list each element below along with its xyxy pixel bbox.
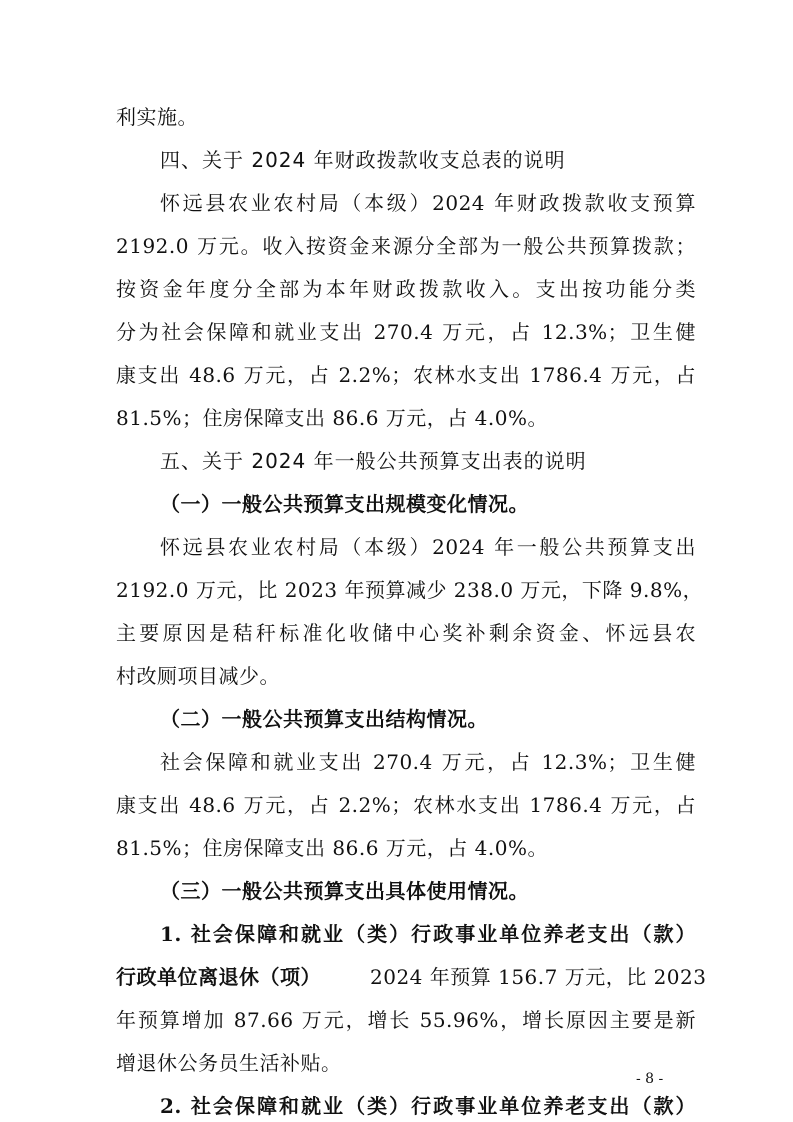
section-heading-4: 四、关于 2024 年财政拨款收支总表的说明 [160, 148, 566, 172]
paragraph-line: 怀远县农业农村局（本级）2024 年财政拨款收支预算 [160, 191, 696, 215]
paragraph-line: 81.5%；住房保障支出 86.6 万元，占 4.0%。 [116, 836, 548, 860]
subsection-heading-2: （二）一般公共预算支出结构情况。 [160, 707, 488, 731]
paragraph-line: 村改厕项目减少。 [116, 664, 280, 688]
item-heading-1-cont: 行政单位离退休（项） [116, 965, 321, 989]
paragraph-line: 康支出 48.6 万元，占 2.2%；农林水支出 1786.4 万元，占 [116, 793, 696, 817]
paragraph-line: 康支出 48.6 万元，占 2.2%；农林水支出 1786.4 万元，占 [116, 363, 696, 387]
subsection-heading-3: （三）一般公共预算支出具体使用情况。 [160, 879, 529, 903]
page-number: - 8 - [636, 1071, 664, 1087]
paragraph-line: 81.5%；住房保障支出 86.6 万元，占 4.0%。 [116, 406, 548, 430]
paragraph-line: 增退休公务员生活补贴。 [116, 1051, 342, 1075]
paragraph-line: 主要原因是秸秆标准化收储中心奖补剩余资金、怀远县农 [116, 621, 696, 645]
section-heading-5: 五、关于 2024 年一般公共预算支出表的说明 [160, 449, 587, 473]
paragraph-line: 2192.0 万元，比 2023 年预算减少 238.0 万元，下降 9.8%， [116, 578, 704, 602]
item-heading-2: 2. 社会保障和就业（类）行政事业单位养老支出（款） [160, 1094, 696, 1118]
subsection-heading-1: （一）一般公共预算支出规模变化情况。 [160, 492, 529, 516]
paragraph-line: 利实施。 [116, 105, 198, 129]
item-heading-1: 1. 社会保障和就业（类）行政事业单位养老支出（款） [160, 922, 696, 946]
paragraph-line: 分为社会保障和就业支出 270.4 万元，占 12.3%；卫生健 [116, 320, 696, 344]
paragraph-line: 2192.0 万元。收入按资金来源分全部为一般公共预算拨款； [116, 234, 696, 258]
paragraph-line: 年预算增加 87.66 万元，增长 55.96%，增长原因主要是新 [116, 1008, 696, 1032]
paragraph-line: 2024 年预算 156.7 万元，比 2023 [370, 965, 707, 989]
paragraph-line: 怀远县农业农村局（本级）2024 年一般公共预算支出 [160, 535, 696, 559]
paragraph-line: 社会保障和就业支出 270.4 万元，占 12.3%；卫生健 [160, 750, 696, 774]
paragraph-line: 按资金年度分全部为本年财政拨款收入。支出按功能分类 [116, 277, 696, 301]
